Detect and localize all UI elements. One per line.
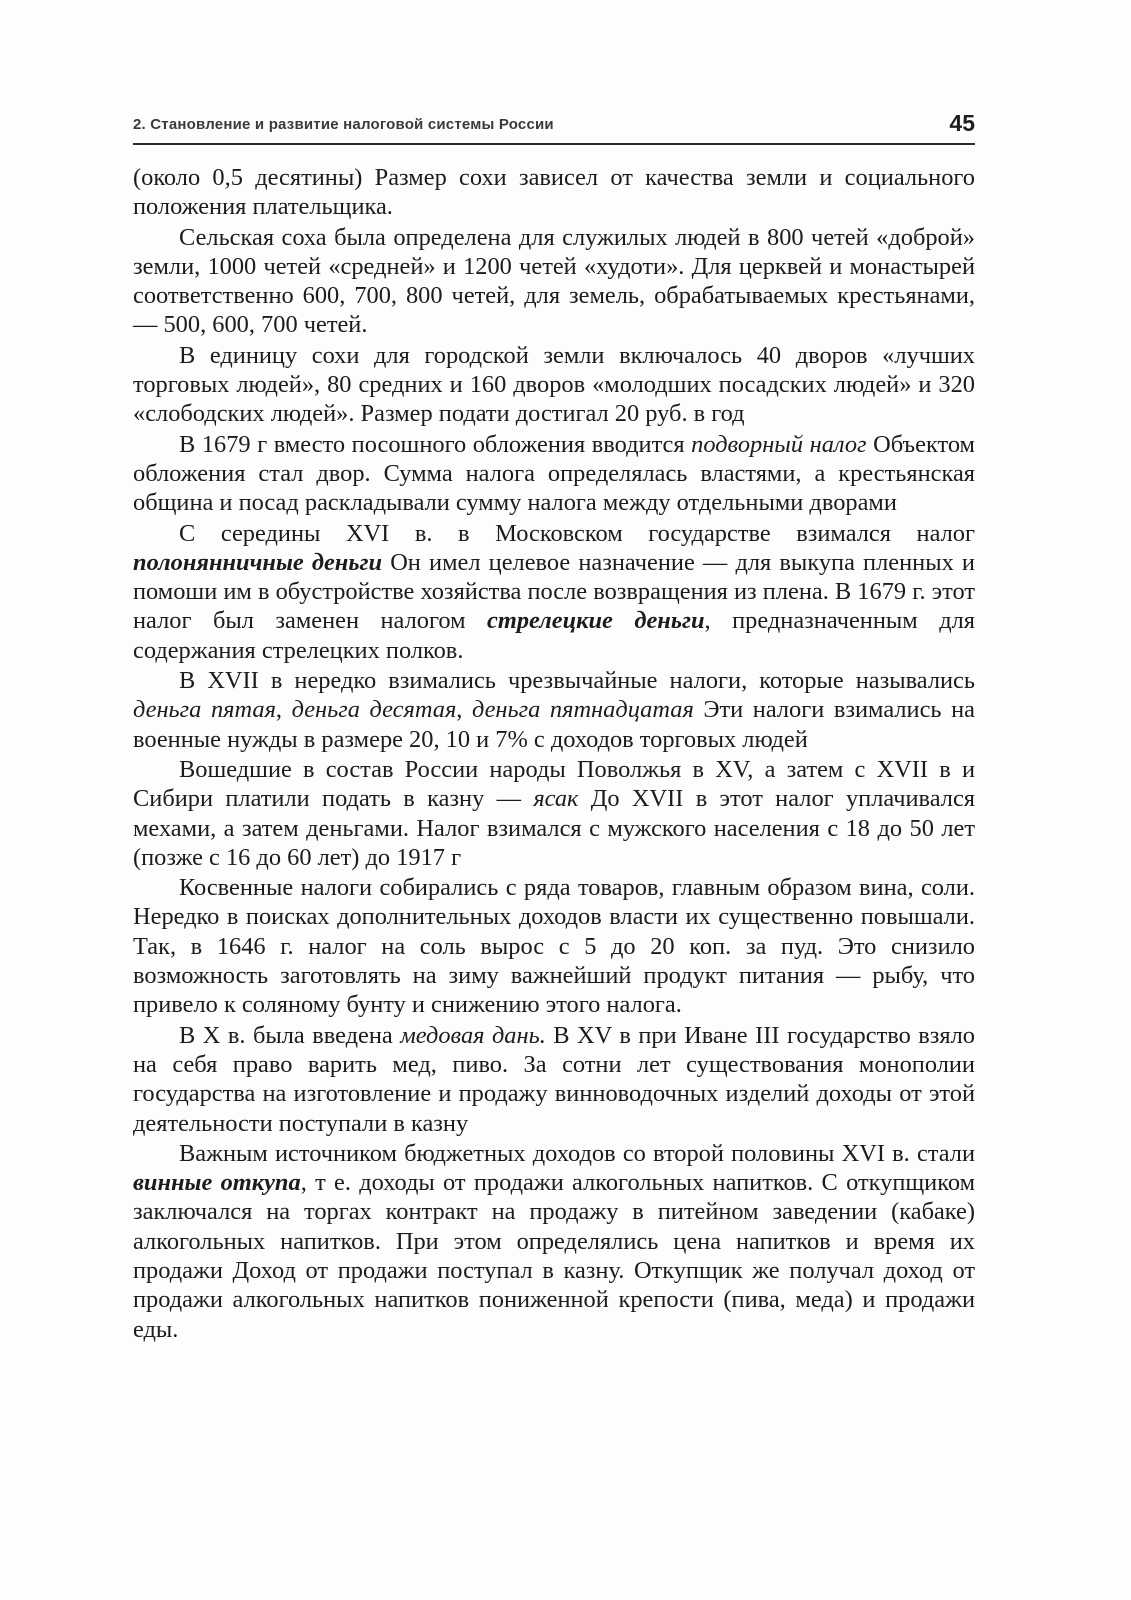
text-run: Вошедшие в состав России народы Поволжья в XV, а затем с XVII в и Сибири платили подать в казну — bbox=[133, 755, 975, 813]
text-run: Сельская соха была определена для служилых людей в 800 четей «доброй» земли, 1000 четей «средней» и 1200 четей «худоти». Для церквей и монастырей соответственно 600, 700, 800 четей, для земель, обрабатываемых крестьянами, — 500, 600, 700 четей. bbox=[133, 223, 975, 339]
emphasized-term: полонянничные деньги bbox=[133, 548, 383, 576]
page-header bbox=[133, 112, 975, 146]
header-rule bbox=[133, 143, 975, 145]
text-run: (около 0,5 десятины) Размер сохи зависел от качества земли и социального положения плательщика. bbox=[133, 164, 975, 221]
emphasized-term: винные откупа bbox=[133, 1169, 301, 1197]
text-run: Косвенные налоги собирались с ряда товаров, главным образом вина, соли. Нередко в поисках дополнительных доходов власти их существенно повышали. Так, в 1646 г. налог на соль вырос с 5 до 20 коп. за пуд. Это снизило возможность заготовлять на зиму важнейший продукт питания — рыбу, что привело к соляному бунту и снижению этого налога. bbox=[133, 874, 975, 1019]
text-run: В единицу сохи для городской земли включалось 40 дворов «лучших торговых людей», 80 средних и 160 дворов «молодших посадских людей» и 320 «слободских людей». Размер подати достигал 20 руб. в год bbox=[133, 341, 975, 428]
text-run: , т е. доходы от продажи алкогольных напитков. С откупщиком заключался на торгах контракт на продажу в питейном заведении (кабаке) алкогольных напитков. При этом определялись цена напитков и время их продажи Доход от продажи поступал в казну. Откупщик же получал доход от продажи алкогольных напитков пониженной крепости (пива, меда) и продажи еды. bbox=[133, 1169, 975, 1343]
emphasized-term: деньга пятая bbox=[133, 696, 276, 724]
text-run: , bbox=[275, 696, 292, 724]
page-number: 45 bbox=[949, 110, 975, 136]
text-run: , предназначенным для содержания стрелецких полков. bbox=[133, 607, 975, 664]
paragraph bbox=[133, 341, 975, 429]
text-run: С середины XVI в. в Московском государстве взимался налог bbox=[179, 519, 975, 547]
emphasized-term: ясак bbox=[533, 785, 579, 813]
paragraph bbox=[133, 1139, 975, 1344]
paragraph bbox=[133, 666, 975, 754]
paragraph bbox=[133, 430, 975, 518]
emphasized-term: стрелецкие деньги bbox=[487, 607, 705, 635]
text-run: До XVII в этот налог уплачивался мехами, а затем деньгами. Налог взимался с мужского населения с 18 до 50 лет (позже с 16 до 60 лет) до 1917 г bbox=[133, 785, 975, 871]
paragraph bbox=[133, 223, 975, 340]
text-run: В XV в при Иване III государство взяло на себя право варить мед, пиво. За сотни лет существования монополии государства на изготовление и продажу винноводочных изделий доходы от этой деятельности поступали в казну bbox=[133, 1021, 975, 1137]
paragraph bbox=[133, 755, 975, 872]
emphasized-term: подворный налог bbox=[691, 430, 867, 458]
text-run: Он имел целевое назначение — для выкупа пленных и помоши им в обустройстве хозяйства после возвращения из плена. В 1679 г. этот налог был заменен налогом bbox=[133, 548, 975, 635]
text-run: Эти налоги взимались на военные нужды в размере 20, 10 и 7% с доходов торговых людей bbox=[133, 696, 975, 753]
paragraph bbox=[133, 519, 975, 665]
emphasized-term: деньга пятнадцатая bbox=[471, 696, 694, 724]
text-run: Важным источником бюджетных доходов со второй половины XVI в. стали bbox=[179, 1139, 975, 1167]
body-text bbox=[133, 163, 975, 1344]
paragraph bbox=[133, 163, 975, 222]
running-head: 2. Становление и развитие налоговой системы России bbox=[133, 116, 554, 133]
text-run: В 1679 г вместо посошного обложения вводится bbox=[179, 430, 692, 458]
text-run: В X в. была введена bbox=[179, 1021, 401, 1049]
text-run: , bbox=[456, 696, 472, 724]
paragraph bbox=[133, 1021, 975, 1138]
emphasized-term: медовая дань. bbox=[400, 1021, 546, 1049]
emphasized-term: деньга десятая bbox=[291, 696, 457, 724]
text-run: Объектом обложения стал двор. Сумма налога определялась властями, а крестьянская община и посад раскладывали сумму налога между отдельными дворами bbox=[133, 430, 975, 517]
paragraph bbox=[133, 873, 975, 1019]
text-run: В XVII в нередко взимались чрезвычайные налоги, которые назывались bbox=[179, 667, 975, 695]
